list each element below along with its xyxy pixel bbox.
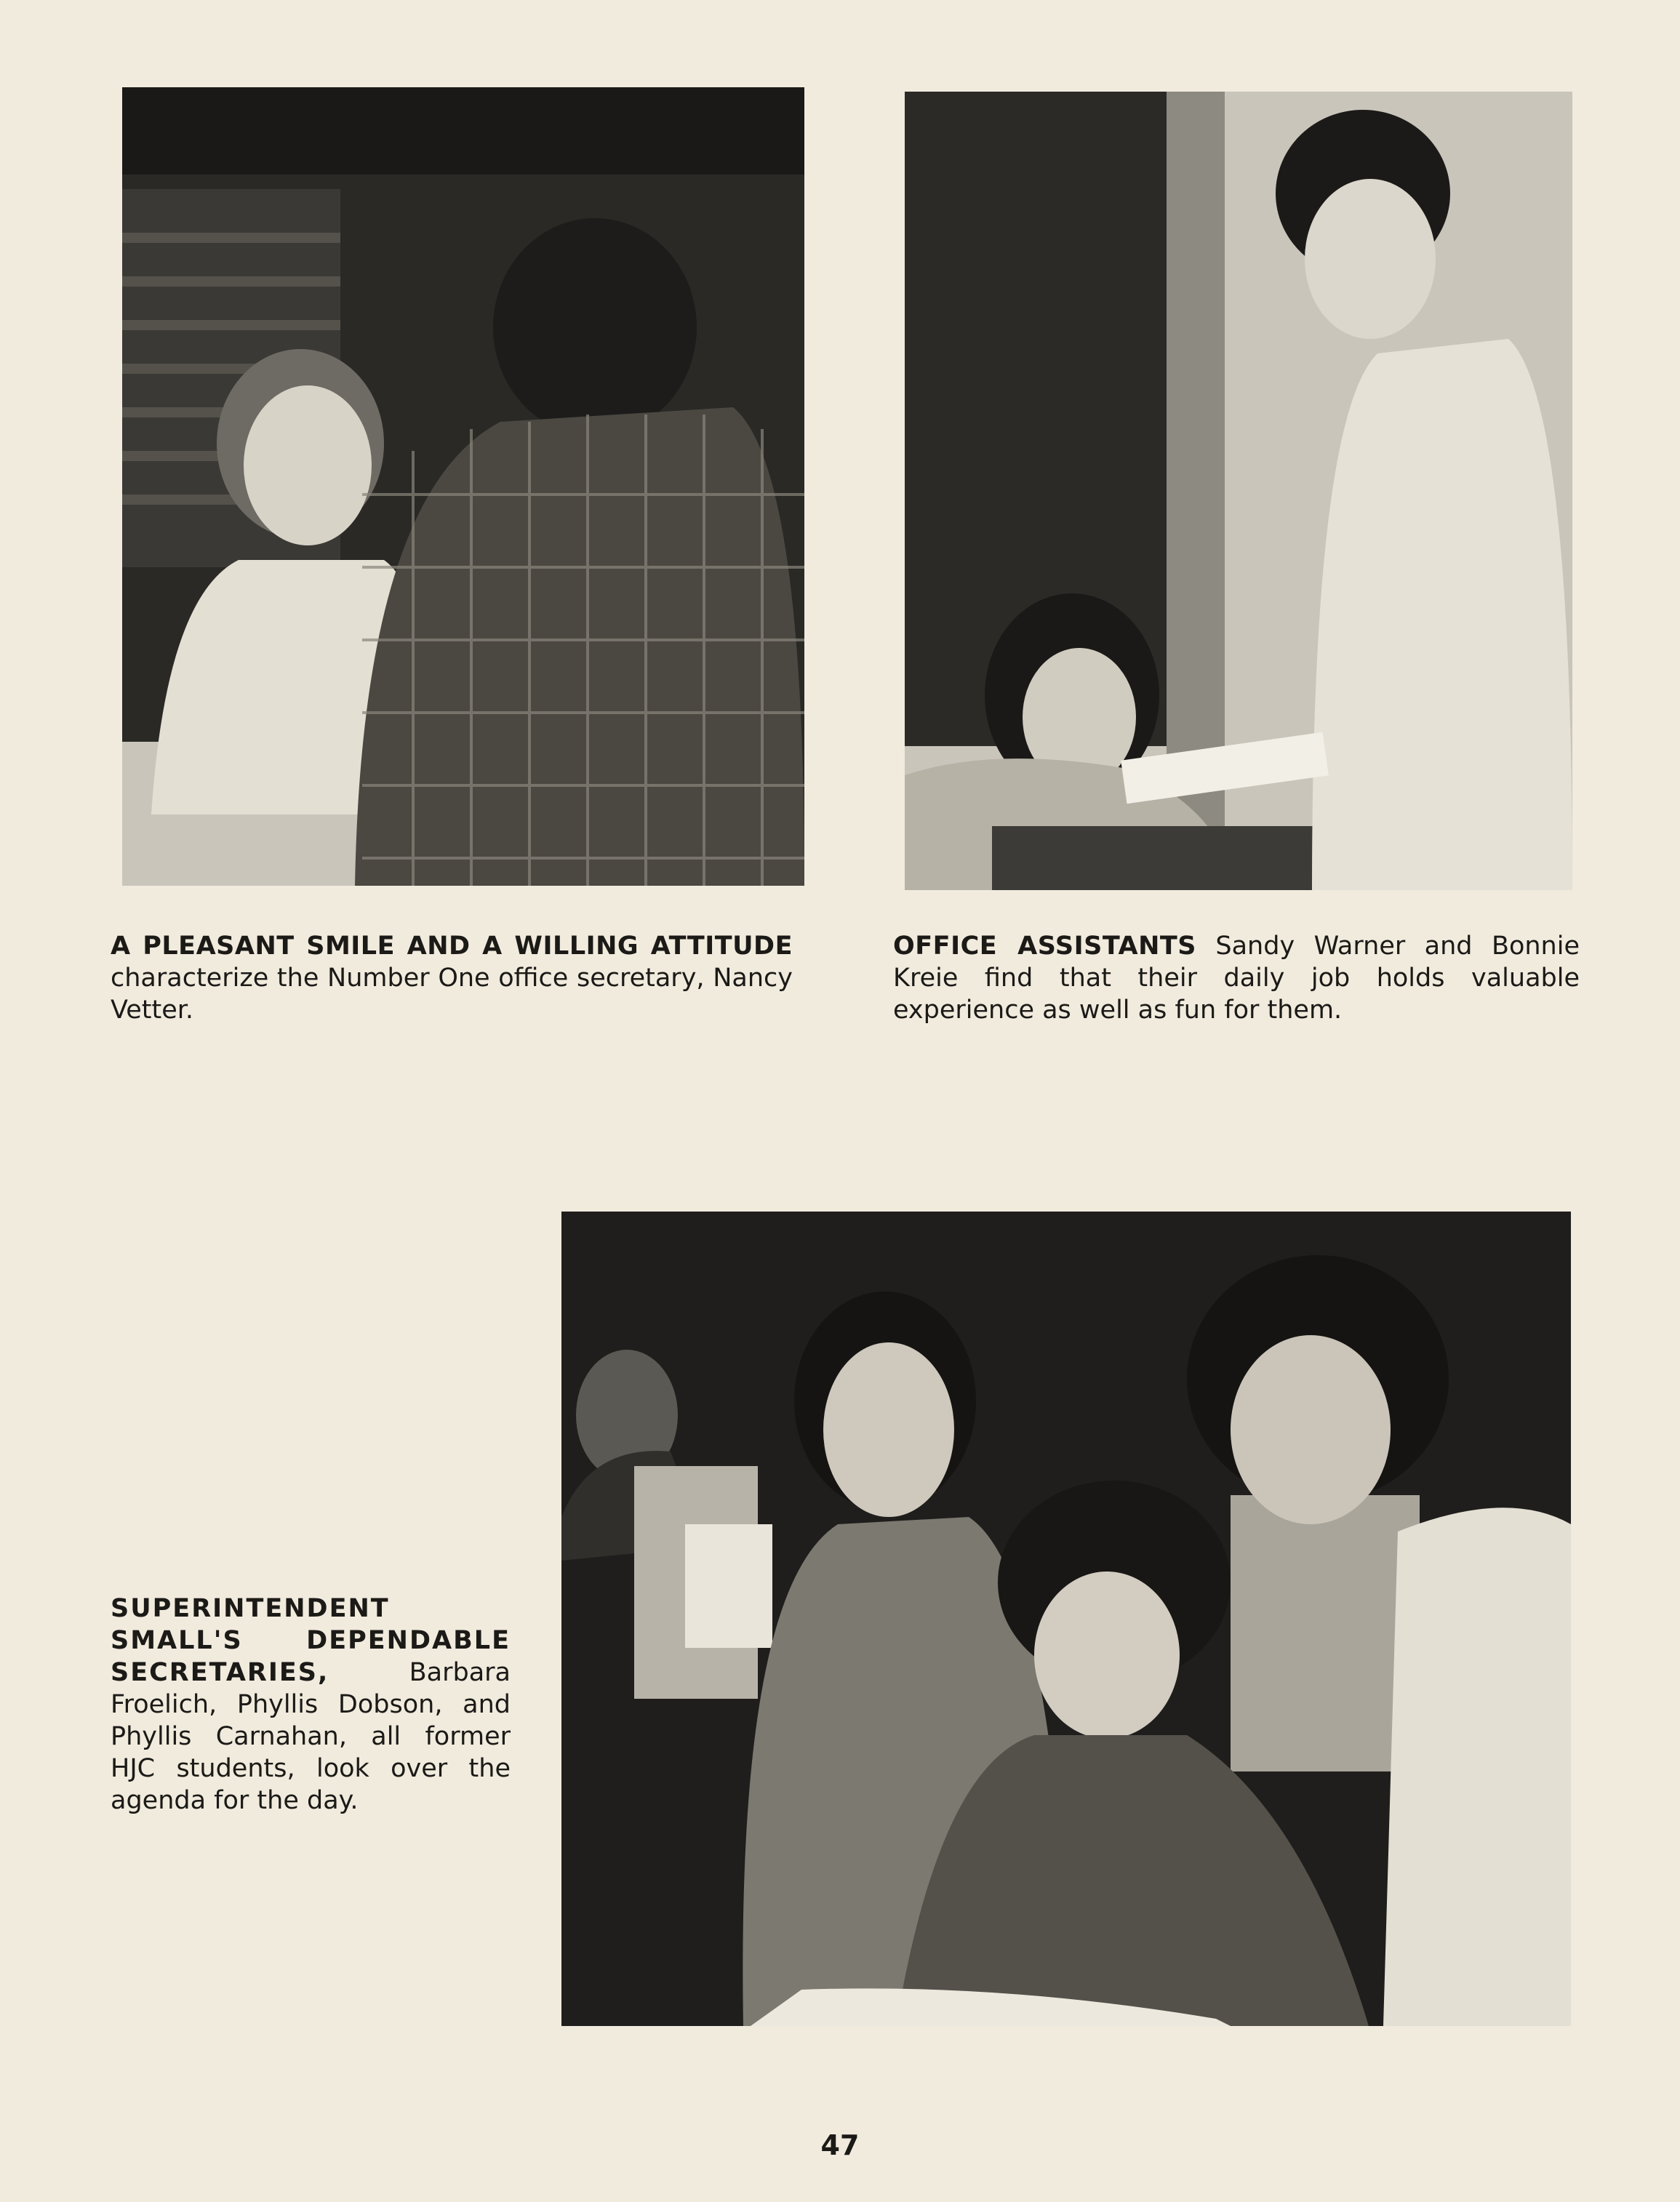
photo-office-secretary: [122, 87, 804, 886]
photo-office-assistants: [905, 92, 1572, 890]
caption-office-assistants: [893, 930, 1580, 1026]
caption-office-secretary: [111, 930, 793, 1026]
caption-body: Sandy Warner and Bonnie Kreie find that their daily job holds valuable experience as well as fun for them.: [893, 932, 1580, 1025]
photo-superintendent-secretaries: [561, 1212, 1571, 2026]
caption-lead: OFFICE ASSISTANTS: [893, 932, 1196, 961]
caption-body: characterize the Number One office secretary, Nancy Vetter.: [111, 964, 793, 1025]
caption-lead: A PLEASANT SMILE AND A WILLING ATTITUDE: [111, 932, 793, 961]
caption-superintendent-secretaries: [111, 1593, 511, 1817]
page-number: 47: [820, 2129, 860, 2161]
caption-body: Barbara Froelich, Phyllis Dobson, and Phyllis Carnahan, all former HJC students, look over the agenda for the day.: [111, 1658, 511, 1815]
caption-lead: SUPERINTENDENT SMALL'S DEPENDABLE SECRETARIES,: [111, 1594, 511, 1687]
